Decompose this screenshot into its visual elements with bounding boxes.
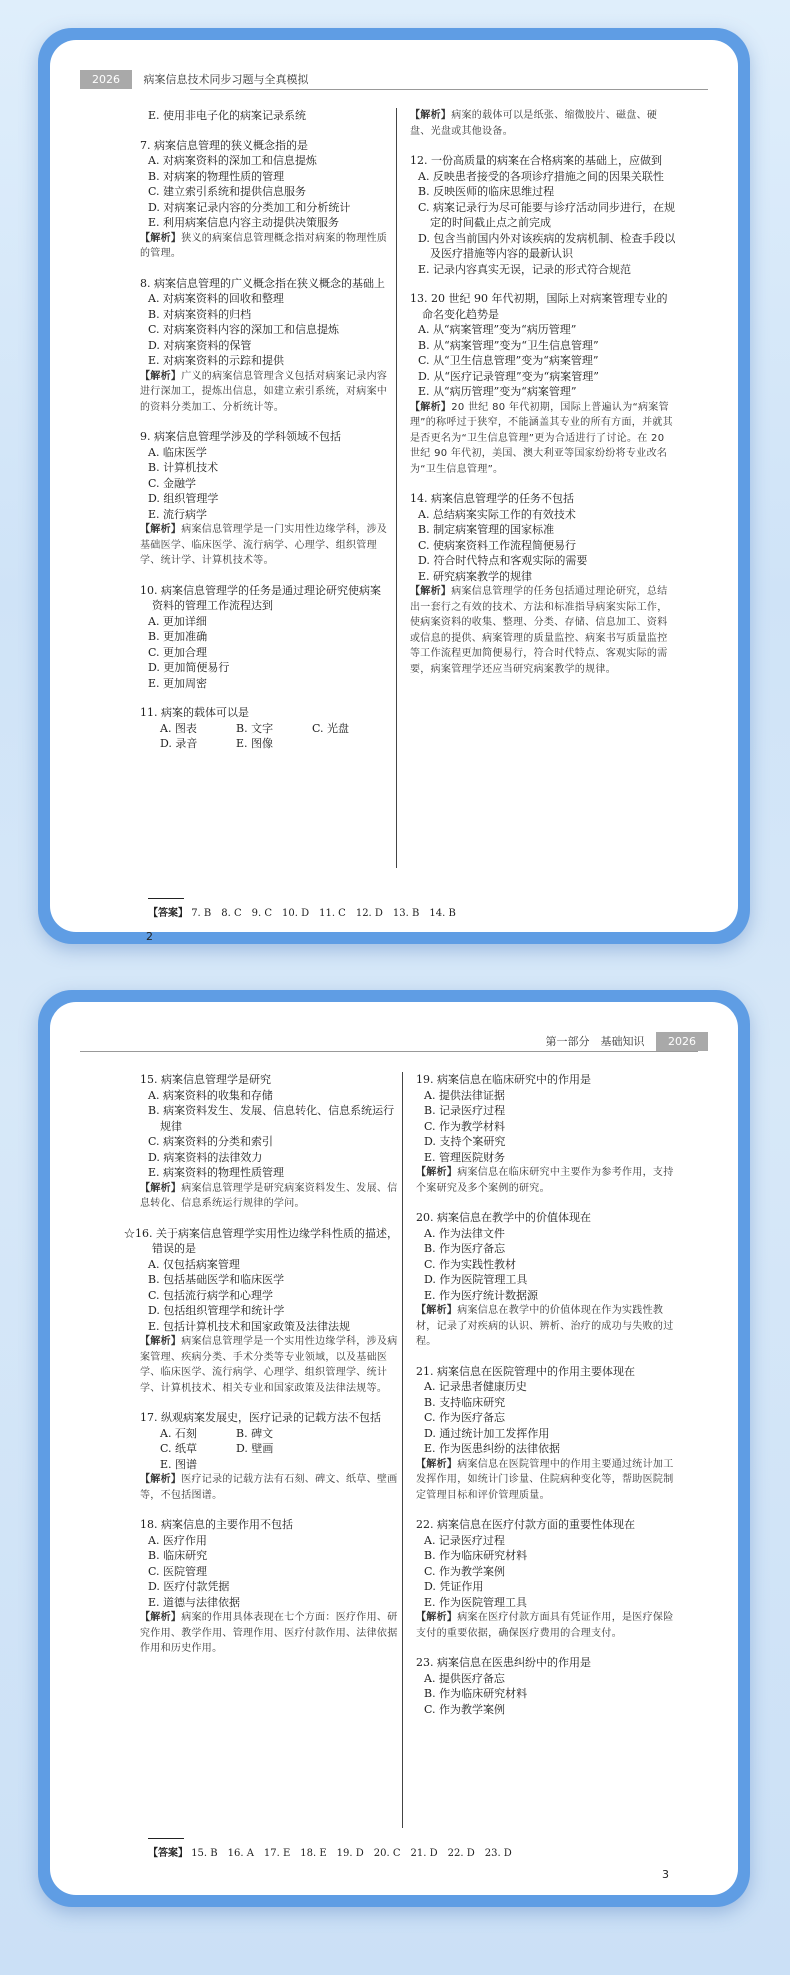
analysis-label: 【解析】 [140, 370, 182, 382]
question-block [410, 108, 676, 139]
question-block [140, 138, 388, 262]
question-text: 23. 病案信息在医患纠纷中的作用是 [416, 1656, 591, 1669]
answer-option: E. 管理医院财务 [424, 1150, 506, 1164]
answer-option: A. 反映患者接受的各项诊疗措施之间的因果关联性 [418, 169, 664, 183]
answer-option: A. 图表 [160, 721, 197, 735]
answer-option: E. 道德与法律依据 [148, 1595, 241, 1609]
answer-option: D. 符合时代特点和客观实际的需要 [418, 554, 588, 567]
answer-key [148, 904, 456, 919]
question-stem [416, 1210, 678, 1226]
question-block [140, 429, 388, 569]
answer-option: A. 从“病案管理”变为“病历管理” [418, 323, 577, 336]
analysis-text [140, 1334, 398, 1396]
analysis-text [410, 400, 676, 478]
answer-option-row [140, 736, 388, 752]
answer-option: B. 计算机技术 [148, 461, 219, 474]
question-text: 17. 纵观病案发展史，医疗记录的记载方法不包括 [140, 1411, 381, 1424]
analysis-body: 病案信息管理学是一个实用性边缘学科，涉及病案管理、疾病分类、手术分类等专业领域，以及基础医学、临床医学、流行病学、心理学、组织管理学、统计学、计算机技术、相关专业和国家政策及法律法规等。 [140, 1336, 398, 1394]
answer-option: D. 医疗付款凭据 [148, 1580, 230, 1593]
analysis-body: 广义的病案信息管理含义包括对病案记录内容进行深加工，提炼出信息，如建立索引系统，对病案中的资料分类加工、分析统计等。 [140, 370, 388, 413]
question-stem [124, 1226, 398, 1257]
answer-option: D. 凭证作用 [424, 1580, 484, 1593]
answer-option-row [140, 1426, 398, 1442]
answer-option: E. 图谱 [160, 1457, 198, 1471]
right-column [410, 108, 676, 691]
analysis-label: 【解析】 [140, 1182, 182, 1194]
question-text: 20. 病案信息在教学中的价值体现在 [416, 1211, 591, 1224]
answer-option: A. 更加详细 [148, 614, 207, 628]
page-card-2 [38, 990, 750, 1907]
answer-label: 【答案】 [148, 908, 188, 919]
answer-option: C. 作为医疗备忘 [424, 1411, 506, 1424]
answer-option: B. 对病案的物理性质的管理 [148, 169, 285, 183]
question-block [140, 276, 388, 416]
answer-option: D. 录音 [160, 737, 198, 750]
analysis-label: 【解析】 [410, 401, 452, 413]
answer-option: B. 作为医疗备忘 [424, 1242, 506, 1255]
analysis-label: 【解析】 [140, 1612, 182, 1623]
answer-option: D. 更加简便易行 [148, 661, 230, 674]
question-text: 15. 病案信息管理学是研究 [140, 1073, 271, 1086]
answer-option: A. 总结病案实际工作的有效技术 [418, 507, 576, 521]
answer-option: E. 使用非电子化的病案记录系统 [148, 109, 307, 122]
answer-option: D. 作为医院管理工具 [424, 1273, 528, 1286]
answer-option: E. 利用病案信息内容主动提供决策服务 [148, 216, 340, 229]
question-text: 11. 病案的载体可以是 [140, 706, 249, 719]
analysis-text [416, 1610, 678, 1641]
page-header [80, 1032, 708, 1052]
analysis-body: 病案的载体可以是纸张、缩微胶片、磁盘、硬盘、光盘或其他设备。 [410, 110, 658, 137]
answer-option: B. 病案资料发生、发展、信息转化、信息系统运行规律 [148, 1104, 395, 1133]
answer-option: A. 石刻 [160, 1426, 197, 1440]
analysis-label: 【解析】 [140, 524, 182, 535]
answer-list: 7. B 8. C 9. C 10. D 11. C 12. D 13. B 14. B [191, 908, 456, 919]
answer-option: C. 作为教学案例 [424, 1702, 506, 1716]
answer-option: B. 碑文 [236, 1426, 274, 1440]
question-text: 13. 20 世纪 90 年代初期，国际上对病案管理专业的命名变化趋势是 [410, 292, 668, 321]
answer-option: B. 更加准确 [148, 630, 208, 643]
answer-option: B. 文字 [236, 721, 274, 735]
question-text: 16. 关于病案信息管理学实用性边缘学科性质的描述，错误的是 [135, 1226, 398, 1255]
answer-option: A. 病案资料的收集和存储 [148, 1088, 273, 1102]
analysis-body: 20 世纪 80 年代初期，国际上普遍认为“病案管理”的称呼过于狭窄，不能涵盖其专业的所有方面，并就其是否更名为“卫生信息管理”更为合适进行了讨论。在 20 世纪 90 年代初，美国、澳大利亚等国家纷纷将专业改名为“卫生信息管理”。 [410, 401, 673, 475]
question-stem [140, 138, 388, 154]
question-block [140, 108, 388, 124]
answer-option: E. 病案资料的物理性质管理 [148, 1166, 285, 1179]
question-text: 9. 病案信息管理学涉及的学科领域不包括 [140, 430, 341, 443]
page-card-1 [38, 28, 750, 944]
answer-option-row [140, 1441, 398, 1457]
analysis-text [140, 1610, 398, 1657]
column-divider [402, 1072, 403, 1828]
question-stem [416, 1517, 678, 1533]
question-stem [140, 1410, 398, 1426]
answer-rule [148, 898, 184, 899]
analysis-label: 【解析】 [410, 586, 452, 597]
question-stem [410, 491, 676, 507]
analysis-body: 病案在医疗付款方面具有凭证作用，是医疗保险支付的重要依据，确保医疗费用的合理支付。 [416, 1612, 674, 1639]
question-block [416, 1655, 678, 1717]
answer-option: B. 作为临床研究材料 [424, 1549, 528, 1562]
answer-option: C. 更加合理 [148, 645, 208, 659]
answer-option: C. 作为教学案例 [424, 1564, 506, 1578]
question-stem [416, 1072, 678, 1088]
answer-option: E. 作为医患纠纷的法律依据 [424, 1442, 561, 1455]
answer-option: A. 医疗作用 [148, 1533, 207, 1547]
analysis-label: 【解析】 [416, 1458, 458, 1470]
answer-option: C. 使病案资料工作流程简便易行 [418, 538, 577, 552]
page-sheet-2 [50, 1002, 738, 1895]
question-block [140, 1410, 398, 1503]
question-block [410, 291, 676, 477]
answer-option: C. 医院管理 [148, 1564, 208, 1578]
question-stem [410, 291, 676, 322]
answer-option: C. 包括流行病学和心理学 [148, 1288, 274, 1302]
analysis-text [410, 584, 676, 677]
answer-option: E. 作为医院管理工具 [424, 1595, 528, 1609]
answer-option: E. 作为医疗统计数据源 [424, 1288, 539, 1302]
left-column [140, 108, 388, 766]
answer-option: D. 通过统计加工发挥作用 [424, 1426, 550, 1440]
answer-option: B. 反映医师的临床思维过程 [418, 185, 555, 198]
analysis-text [140, 1181, 398, 1212]
question-block [140, 1517, 398, 1657]
analysis-body: 病案信息在医院管理中的作用主要通过统计加工发挥作用，如统计门诊量、住院病种变化等，帮助医院制定管理目标和评价管理质量。 [416, 1458, 674, 1501]
answer-option: E. 对病案资料的示踪和提供 [148, 354, 285, 367]
question-stem [140, 583, 388, 614]
analysis-text [140, 1472, 398, 1503]
answer-option: C. 金融学 [148, 476, 197, 490]
answer-option: C. 对病案资料内容的深加工和信息提炼 [148, 323, 340, 336]
answer-option: E. 更加周密 [148, 676, 208, 690]
answer-option: E. 研究病案教学的规律 [418, 569, 533, 583]
question-block [410, 491, 676, 677]
answer-rule [148, 1838, 184, 1839]
answer-option: E. 从“病历管理”变为“病案管理” [418, 385, 577, 398]
answer-option: D. 对病案资料的保管 [148, 338, 252, 352]
analysis-body: 病案信息在教学中的价值体现在作为实践性教材，记录了对疾病的认识、辨析、治疗的成功与失败的过程。 [416, 1305, 674, 1347]
answer-option-row [140, 721, 388, 737]
question-text: 10. 病案信息管理学的任务是通过理论研究使病案资料的管理工作流程达到 [140, 583, 381, 612]
answer-option: C. 病案资料的分类和索引 [148, 1135, 274, 1148]
question-stem [140, 1072, 398, 1088]
question-block [140, 583, 388, 692]
answer-option: C. 从“卫生信息管理”变为“病案管理” [418, 354, 599, 367]
answer-option: B. 对病案资料的归档 [148, 307, 252, 321]
answer-option: D. 对病案记录内容的分类加工和分析统计 [148, 200, 351, 214]
analysis-text [416, 1457, 678, 1504]
answer-option: A. 仅包括病案管理 [148, 1257, 240, 1271]
question-block [140, 1072, 398, 1212]
analysis-body: 病案信息管理学是一门实用性边缘学科，涉及基础医学、临床医学、流行病学、心理学、组织管理学、统计学、计算机技术等。 [140, 524, 388, 566]
answer-option: C. 纸草 [160, 1442, 198, 1455]
analysis-body: 病案的作用具体表现在七个方面：医疗作用、研究作用、教学作用、管理作用、医疗付款作用、法律依据作用和历史作用。 [140, 1612, 398, 1654]
analysis-body: 狭义的病案信息管理概念指对病案的物理性质的管理。 [140, 232, 388, 259]
analysis-text [416, 1165, 678, 1196]
answer-option: B. 临床研究 [148, 1549, 208, 1562]
answer-option: C. 作为教学材料 [424, 1119, 506, 1133]
answer-option: C. 建立索引系统和提供信息服务 [148, 185, 307, 198]
question-text: 22. 病案信息在医疗付款方面的重要性体现在 [416, 1518, 635, 1531]
answer-option: C. 病案记录行为尽可能要与诊疗活动同步进行，在规定的时间截止点之前完成 [418, 200, 676, 229]
answer-option: A. 记录医疗过程 [424, 1533, 505, 1547]
answer-option: D. 包含当前国内外对该疾病的发病机制、检查手段以及医疗措施等内容的最新认识 [418, 231, 676, 260]
section-title: 第一部分 基础知识 [545, 1035, 645, 1048]
answer-option: A. 作为法律文件 [424, 1226, 505, 1240]
answer-option: D. 组织管理学 [148, 492, 219, 505]
analysis-text [140, 369, 388, 416]
question-stem [140, 429, 388, 445]
question-text: 18. 病案信息的主要作用不包括 [140, 1518, 293, 1531]
answer-option: C. 作为实践性教材 [424, 1257, 517, 1271]
column-divider [396, 108, 397, 868]
analysis-body: 病案信息管理学的任务包括通过理论研究，总结出一套行之有效的技术、方法和标准指导病案实际工作，使病案资料的收集、整理、分类、存储、信息加工、资料或信息的提供、病案管理的质量监控、病案书写质量监控等工作流程更加简便易行，符合时代特点、客观实际的需要，病案管理学还应当研究病案教学的规律。 [410, 586, 668, 675]
left-column [124, 1072, 398, 1671]
answer-option: D. 病案资料的法律效力 [148, 1150, 263, 1164]
answer-option: A. 对病案资料的回收和整理 [148, 292, 284, 305]
analysis-label: 【解析】 [140, 1474, 182, 1485]
question-text: 19. 病案信息在临床研究中的作用是 [416, 1073, 591, 1086]
answer-option: A. 提供法律证据 [424, 1088, 505, 1102]
answer-option: E. 记录内容真实无误，记录的形式符合规范 [418, 262, 632, 276]
page-number: 2 [146, 930, 153, 943]
analysis-text [140, 522, 388, 569]
analysis-label: 【解析】 [140, 232, 182, 244]
answer-option: A. 对病案资料的深加工和信息提炼 [148, 154, 317, 167]
analysis-text [416, 1303, 678, 1350]
year-badge: 2026 [80, 70, 132, 89]
question-stem [416, 1364, 678, 1380]
answer-option: E. 包括计算机技术和国家政策及法律法规 [148, 1319, 351, 1333]
question-block [416, 1517, 678, 1641]
answer-option: B. 制定病案管理的国家标准 [418, 523, 555, 536]
question-stem [140, 705, 388, 721]
answer-option: A. 临床医学 [148, 445, 207, 459]
answer-list: 15. B 16. A 17. E 18. E 19. D 20. C 21. D 22. D 23. D [191, 1848, 512, 1859]
question-stem [140, 276, 388, 292]
analysis-label: 【解析】 [140, 1336, 182, 1347]
answer-option: E. 图像 [236, 737, 274, 750]
analysis-label: 【解析】 [416, 1167, 458, 1178]
question-stem [416, 1655, 678, 1671]
answer-option-row [140, 1457, 398, 1473]
answer-option: B. 记录医疗过程 [424, 1104, 506, 1117]
answer-option: D. 从“医疗记录管理”变为“病案管理” [418, 369, 599, 383]
answer-option: D. 壁画 [236, 1442, 274, 1455]
question-stem [410, 153, 676, 169]
analysis-body: 医疗记录的记载方法有石刻、碑文、纸草、壁画等，不包括图谱。 [140, 1474, 398, 1501]
question-text: 7. 病案信息管理的狭义概念指的是 [140, 138, 308, 152]
header-rule [80, 1051, 698, 1052]
analysis-label: 【解析】 [410, 110, 452, 121]
analysis-body: 病案信息管理学是研究病案资料发生、发展、信息转化、信息系统运行规律的学问。 [140, 1182, 398, 1209]
answer-option: B. 包括基础医学和临床医学 [148, 1273, 285, 1286]
answer-option: A. 记录患者健康历史 [424, 1380, 527, 1393]
answer-option: D. 支持个案研究 [424, 1135, 506, 1148]
page-number: 3 [662, 1868, 669, 1881]
question-block [416, 1364, 678, 1504]
page-header [80, 70, 708, 90]
year-badge: 2026 [656, 1032, 708, 1051]
question-block [416, 1210, 678, 1350]
question-stem [140, 1517, 398, 1533]
answer-option: B. 从“病案管理”变为“卫生信息管理” [418, 338, 599, 352]
answer-option: A. 提供医疗备忘 [424, 1671, 505, 1685]
question-block [124, 1226, 398, 1397]
answer-option: B. 支持临床研究 [424, 1395, 506, 1409]
book-title: 病案信息技术同步习题与全真模拟 [143, 73, 309, 86]
analysis-label: 【解析】 [416, 1305, 458, 1316]
answer-key [148, 1844, 512, 1859]
right-column [416, 1072, 678, 1731]
question-block [410, 153, 676, 277]
answer-option: D. 包括组织管理学和统计学 [148, 1304, 285, 1317]
analysis-body: 病案信息在临床研究中主要作为参考作用，支持个案研究及多个案例的研究。 [416, 1167, 674, 1194]
header-rule [190, 89, 708, 90]
analysis-text [410, 108, 676, 139]
answer-option: E. 流行病学 [148, 507, 208, 521]
answer-label: 【答案】 [148, 1848, 188, 1859]
page-sheet-1 [50, 40, 738, 943]
question-text: 21. 病案信息在医院管理中的作用主要体现在 [416, 1364, 635, 1378]
answer-option: C. 光盘 [312, 721, 350, 735]
analysis-label: 【解析】 [416, 1612, 458, 1623]
question-text: 12. 一份高质量的病案在合格病案的基础上，应做到 [410, 154, 662, 167]
answer-option: B. 作为临床研究材料 [424, 1687, 528, 1700]
question-block [140, 705, 388, 752]
star-mark: ☆ [124, 1226, 135, 1240]
question-text: 8. 病案信息管理的广义概念指在狭义概念的基础上 [140, 276, 385, 290]
question-block [416, 1072, 678, 1196]
question-text: 14. 病案信息管理学的任务不包括 [410, 492, 574, 505]
analysis-text [140, 231, 388, 262]
